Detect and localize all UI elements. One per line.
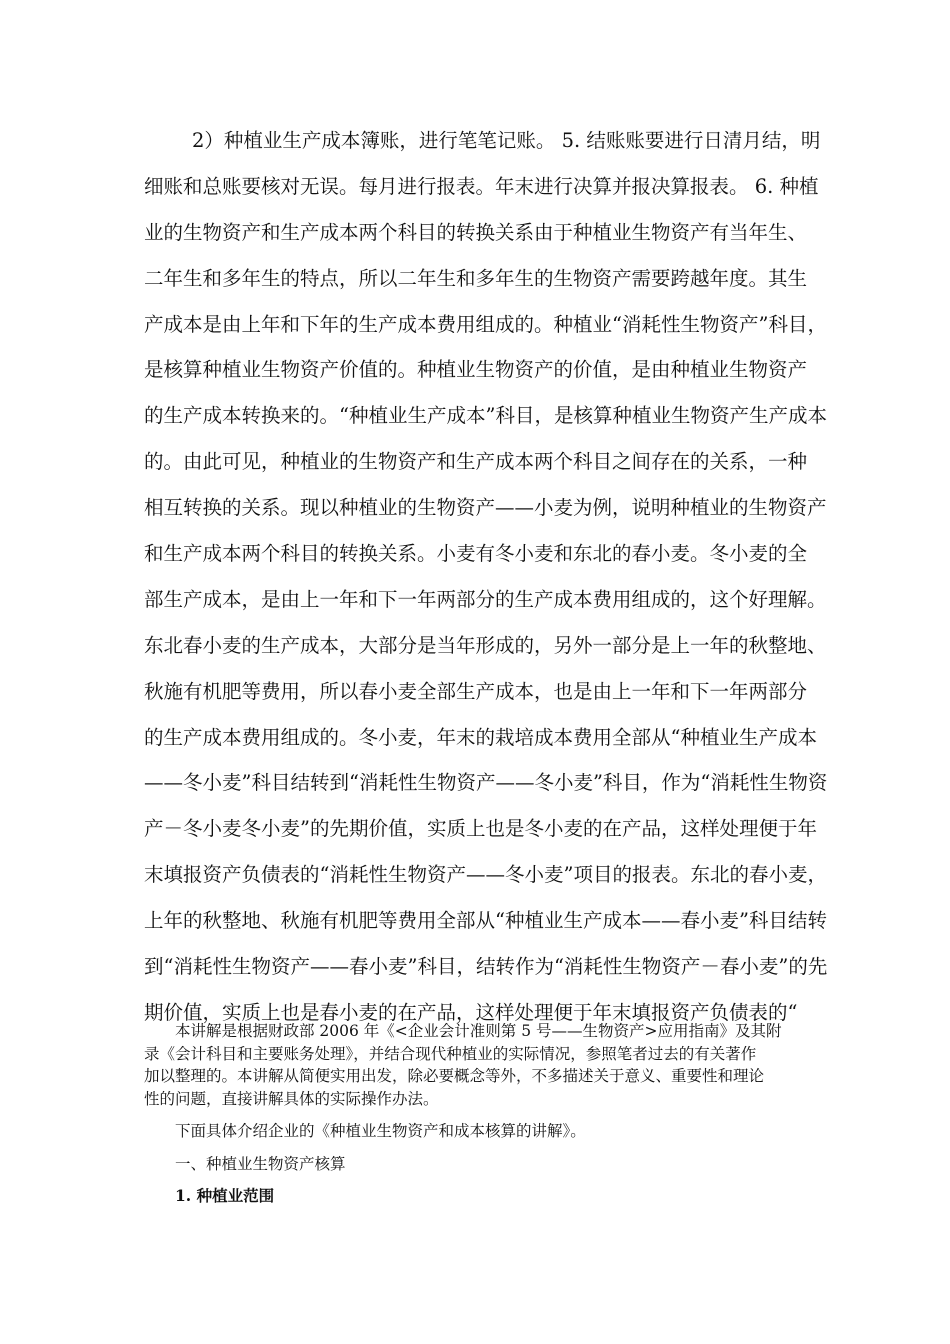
text-line: 秋施有机肥等费用，所以春小麦全部生产成本，也是由上一年和下一年两部分 [144,679,808,703]
text-line: ——冬小麦”科目结转到“消耗性生物资产——冬小麦”科目，作为“消耗性生物资 [144,771,828,795]
text-line: 的生产成本转换来的。“种植业生产成本”科目，是核算种植业生物资产生产成本 [144,404,827,428]
intro-section [144,1020,810,1208]
subsection-heading: 1. 种植业范围 [175,1186,275,1205]
text-line: 产成本是由上年和下年的生产成本费用组成的。种植业“消耗性生物资产”科目， [144,312,827,336]
text-line: 产－冬小麦冬小麦”的先期价值，实质上也是冬小麦的在产品，这样处理便于年 [144,817,817,841]
text-line: 东北春小麦的生产成本，大部分是当年形成的，另外一部分是上一年的秋整地、 [144,633,827,657]
text-line: 加以整理的。本讲解从简便实用出发，除必要概念等外，不多描述关于意义、重要性和理论 [144,1067,765,1085]
spacer [144,1143,810,1153]
text-line: 性的问题，直接讲解具体的实际操作办法。 [144,1089,439,1108]
text-line: 的。由此可见，种植业的生物资产和生产成本两个科目之间存在的关系，一种 [144,450,808,474]
next-paragraph: 下面具体介绍企业的《种植业生物资产和成本核算的讲解》。 [175,1122,586,1140]
text-line: 和生产成本两个科目的转换关系。小麦有冬小麦和东北的春小麦。冬小麦的全 [144,542,808,566]
text-line: 到“消耗性生物资产——春小麦”科目，结转作为“消耗性生物资产－春小麦”的先 [144,955,828,979]
intro-paragraph [144,1020,810,1110]
section-heading: 一、种植业生物资产核算 [175,1154,346,1173]
text-line: 部生产成本，是由上一年和下一年两部分的生产成本费用组成的，这个好理解。 [144,587,827,611]
text-line: 业的生物资产和生产成本两个科目的转换关系由于种植业生物资产有当年生、 [144,220,808,244]
text-line: 本讲解是根据财政部 2006 年《<企业会计准则第 5 号——生物资产>应用指南》及其附 [175,1022,782,1040]
text-line: 的生产成本费用组成的。冬小麦，年末的栽培成本费用全部从“种植业生产成本 [144,725,817,749]
text-line: 上年的秋整地、秋施有机肥等费用全部从“种植业生产成本——春小麦”科目结转 [144,909,827,933]
text-line: 末填报资产负债表的“消耗性生物资产——冬小麦”项目的报表。东北的春小麦， [144,863,827,887]
spacer [144,1175,810,1185]
text-line: 是核算种植业生物资产价值的。种植业生物资产的价值，是由种植业生物资产 [144,358,808,382]
text-line: 相互转换的关系。现以种植业的生物资产——小麦为例，说明种植业的生物资产 [144,496,827,520]
spacer [144,1110,810,1120]
text-line: 二年生和多年生的特点，所以二年生和多年生的生物资产需要跨越年度。其生 [144,266,808,290]
text-line: 期价值，实质上也是春小麦的在产品，这样处理便于年末填报资产负债表的“ [144,1000,798,1024]
text-line: 2）种植业生产成本簿账，进行笔笔记账。 5. 结账账要进行日清月结，明 [192,129,821,152]
main-paragraph [144,118,828,1036]
text-line: 细账和总账要核对无误。每月进行报表。年末进行决算并报决算报表。 6. 种植 [144,174,819,198]
text-line: 录《会计科目和主要账务处理》，并结合现代种植业的实际情况，参照笔者过去的有关著作 [144,1044,757,1063]
